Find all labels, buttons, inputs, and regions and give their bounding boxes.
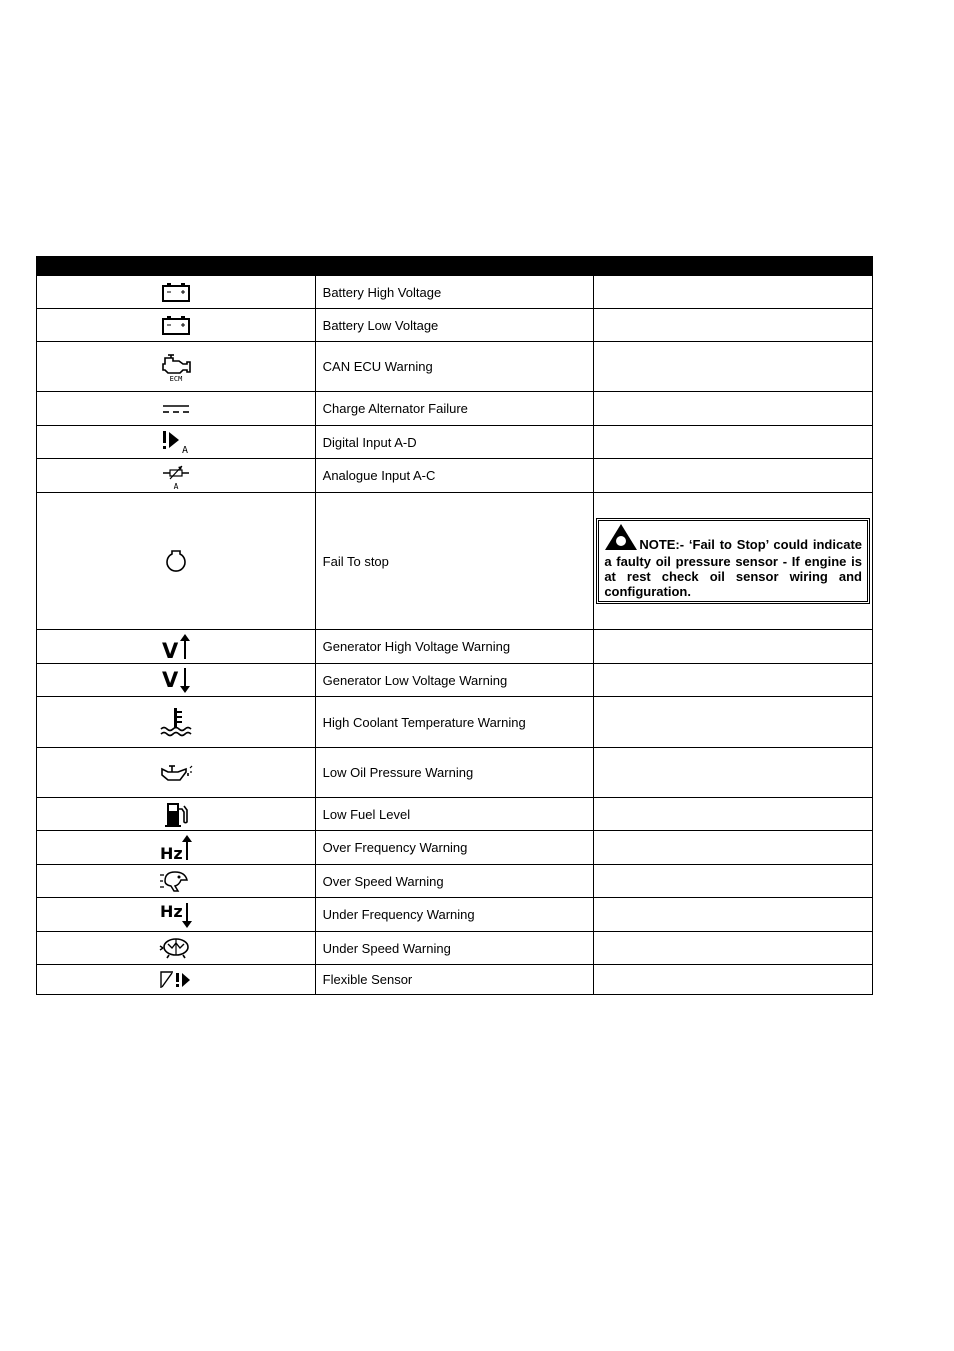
battery-icon [37, 309, 316, 342]
row-label: CAN ECU Warning [315, 342, 594, 392]
table-row [37, 392, 873, 426]
svg-text:V: V [161, 638, 179, 661]
row-description [594, 276, 873, 309]
svg-text:Hz: Hz [159, 843, 183, 862]
svg-text:ECM: ECM [169, 374, 183, 382]
row-label: Flexible Sensor [315, 965, 594, 995]
table-row [37, 898, 873, 932]
table-row [37, 459, 873, 493]
digital-input-icon [37, 426, 316, 459]
row-description [594, 831, 873, 865]
row-description [594, 392, 873, 426]
row-description [594, 309, 873, 342]
analogue-input-icon [37, 459, 316, 493]
row-description [594, 664, 873, 697]
frequency-low-icon [37, 898, 316, 932]
row-description [594, 426, 873, 459]
row-description [594, 630, 873, 664]
table-row [37, 831, 873, 865]
row-description [594, 342, 873, 392]
battery-icon [37, 276, 316, 309]
table-row [37, 865, 873, 898]
engine-ecm-icon [37, 342, 316, 392]
row-label: Over Frequency Warning [315, 831, 594, 865]
header-cell-description [594, 257, 873, 276]
frequency-high-icon [37, 831, 316, 865]
warning-triangle-icon [604, 523, 638, 554]
row-label: Low Fuel Level [315, 798, 594, 831]
voltage-low-icon [37, 664, 316, 697]
table-row [37, 697, 873, 748]
charge-alternator-icon [37, 392, 316, 426]
header-cell-name [315, 257, 594, 276]
svg-text:V: V [161, 668, 179, 692]
row-description [594, 932, 873, 965]
coolant-temperature-icon [37, 697, 316, 748]
row-description [594, 697, 873, 748]
table-row [37, 932, 873, 965]
row-label: Under Frequency Warning [315, 898, 594, 932]
row-label: Under Speed Warning [315, 932, 594, 965]
table-row [37, 276, 873, 309]
row-description [594, 898, 873, 932]
table-row [37, 493, 873, 630]
row-description [594, 865, 873, 898]
table-row [37, 630, 873, 664]
row-label: High Coolant Temperature Warning [315, 697, 594, 748]
row-description [594, 493, 873, 630]
fail-to-stop-icon [37, 493, 316, 630]
over-speed-icon [37, 865, 316, 898]
flexible-sensor-icon [37, 965, 316, 995]
svg-text:A: A [181, 445, 188, 455]
row-label: Fail To stop [315, 493, 594, 630]
row-label: Generator Low Voltage Warning [315, 664, 594, 697]
note-text: NOTE:- ‘Fail to Stop’ could indicate a faulty oil pressure sensor - If engine is at rest check oil sensor wiring and configuration. [604, 537, 862, 599]
under-speed-icon [37, 932, 316, 965]
row-label: Battery High Voltage [315, 276, 594, 309]
fuel-pump-icon [37, 798, 316, 831]
warnings-table [36, 256, 873, 995]
table-row [37, 426, 873, 459]
fail-to-stop-note [596, 518, 870, 604]
row-label: Analogue Input A-C [315, 459, 594, 493]
table-row [37, 342, 873, 392]
row-label: Over Speed Warning [315, 865, 594, 898]
row-label: Digital Input A-D [315, 426, 594, 459]
row-label: Charge Alternator Failure [315, 392, 594, 426]
row-label: Battery Low Voltage [315, 309, 594, 342]
row-description [594, 459, 873, 493]
row-description [594, 748, 873, 798]
table-row [37, 965, 873, 995]
row-description [594, 965, 873, 995]
table-row [37, 664, 873, 697]
row-label: Low Oil Pressure Warning [315, 748, 594, 798]
table-row [37, 798, 873, 831]
voltage-high-icon [37, 630, 316, 664]
oil-pressure-icon [37, 748, 316, 798]
table-header [37, 257, 873, 276]
row-label: Generator High Voltage Warning [315, 630, 594, 664]
table-row [37, 748, 873, 798]
svg-text:A: A [173, 481, 179, 490]
table-row [37, 309, 873, 342]
row-description [594, 798, 873, 831]
svg-text:Hz: Hz [159, 901, 183, 921]
header-cell-icon [37, 257, 316, 276]
